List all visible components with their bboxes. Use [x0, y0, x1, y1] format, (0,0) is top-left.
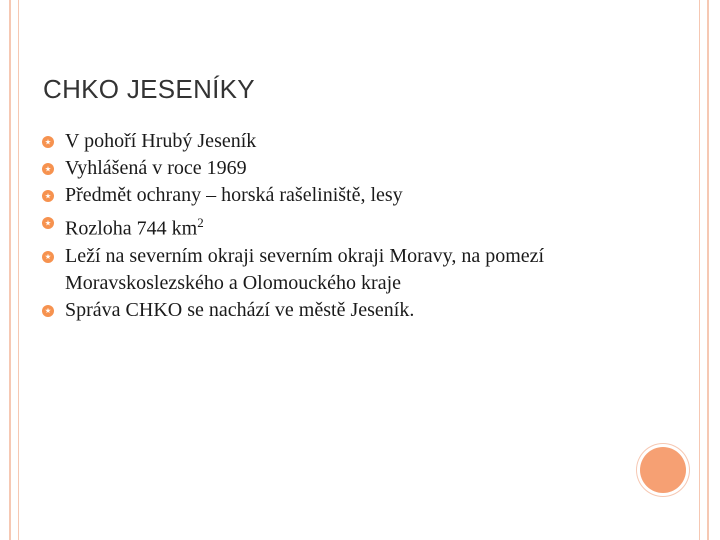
bullet-text: Předmět ochrany – horská rašeliniště, lesy — [65, 184, 403, 206]
bullet-item — [40, 155, 640, 182]
decorative-circle — [640, 447, 686, 493]
slide-title: CHKO JESENÍKY — [43, 74, 255, 104]
bullet-text: Správa CHKO se nachází ve městě Jeseník. — [65, 298, 415, 321]
star-bullet-icon — [42, 136, 54, 148]
bullet-item — [40, 209, 640, 243]
star-bullet-icon — [42, 217, 54, 229]
bullet-text: Rozloha 744 km — [65, 217, 198, 240]
superscript: 2 — [197, 215, 204, 230]
bullet-text: V pohoří Hrubý Jeseník — [65, 130, 257, 152]
bullet-list — [40, 128, 640, 324]
star-bullet-icon — [42, 305, 54, 317]
bullet-item — [40, 243, 640, 297]
bullet-text: Vyhlášená v roce 1969 — [65, 157, 247, 179]
star-bullet-icon — [42, 163, 54, 175]
star-bullet-icon — [42, 251, 54, 263]
star-bullet-icon — [42, 190, 54, 202]
bullet-item — [40, 128, 640, 155]
bullet-item — [40, 297, 640, 324]
bullet-item — [40, 182, 640, 209]
bullet-text: Leží na severním okraji severním okraji Moravy, na pomezí Moravskoslezského a Olomouckého kraje — [65, 244, 545, 294]
